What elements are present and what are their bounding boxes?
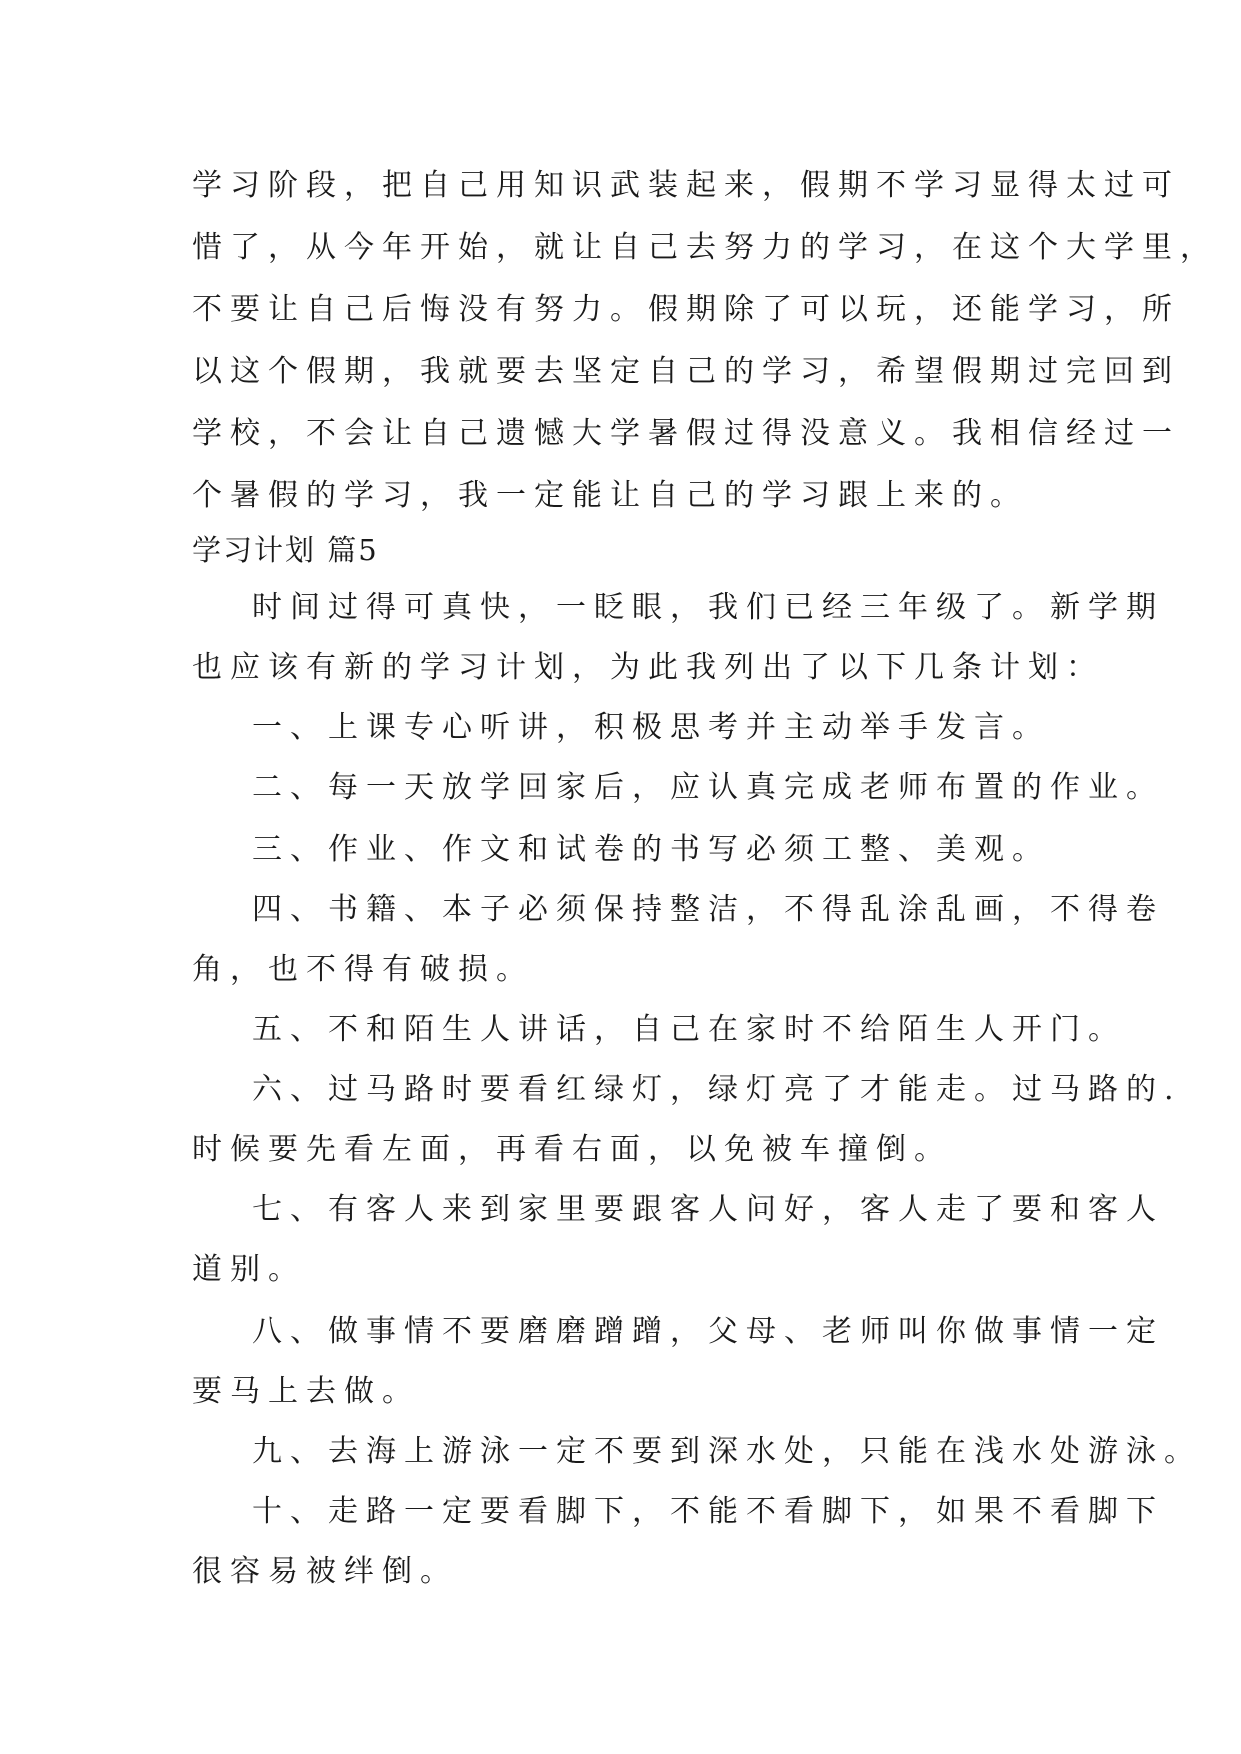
plan-item-7: 七、有客人来到家里要跟客人问好，客人走了要和客人	[252, 1192, 1164, 1227]
plan-item-6: 六、过马路时要看红绿灯，绿灯亮了才能走。过马路的.	[252, 1072, 1182, 1107]
intro-line-4: 以这个假期，我就要去坚定自己的学习，希望假期过完回到	[192, 354, 1180, 389]
intro-line-6: 个暑假的学习，我一定能让自己的学习跟上来的。	[192, 478, 1028, 513]
intro-line-2: 惜了，从今年开始，就让自己去努力的学习，在这个大学里，	[192, 230, 1218, 265]
plan-item-10: 十、走路一定要看脚下，不能不看脚下，如果不看脚下	[252, 1494, 1164, 1529]
plan-item-4-cont: 角，也不得有破损。	[192, 952, 534, 987]
plan-item-9: 九、去海上游泳一定不要到深水处，只能在浅水处游泳。	[252, 1434, 1202, 1469]
body-line-1: 时间过得可真快，一眨眼，我们已经三年级了。新学期	[252, 590, 1164, 625]
plan-item-1: 一、上课专心听讲，积极思考并主动举手发言。	[252, 710, 1050, 745]
intro-line-3: 不要让自己后悔没有努力。假期除了可以玩，还能学习，所	[192, 292, 1180, 327]
plan-item-5: 五、不和陌生人讲话，自己在家时不给陌生人开门。	[252, 1012, 1126, 1047]
section-title: 学习计划 篇5	[192, 533, 379, 567]
intro-line-1: 学习阶段，把自己用知识武装起来，假期不学习显得太过可	[192, 168, 1180, 203]
plan-item-6-cont: 时候要先看左面，再看右面，以免被车撞倒。	[192, 1132, 952, 1167]
plan-item-8: 八、做事情不要磨磨蹭蹭，父母、老师叫你做事情一定	[252, 1314, 1164, 1349]
plan-item-4: 四、书籍、本子必须保持整洁，不得乱涂乱画，不得卷	[252, 892, 1164, 927]
body-line-2: 也应该有新的学习计划，为此我列出了以下几条计划：	[192, 650, 1104, 685]
plan-item-10-cont: 很容易被绊倒。	[192, 1554, 458, 1589]
plan-item-7-cont: 道别。	[192, 1252, 306, 1287]
plan-item-2: 二、每一天放学回家后，应认真完成老师布置的作业。	[252, 770, 1164, 805]
intro-line-5: 学校，不会让自己遗憾大学暑假过得没意义。我相信经过一	[192, 416, 1180, 451]
plan-item-8-cont: 要马上去做。	[192, 1374, 420, 1409]
plan-item-3: 三、作业、作文和试卷的书写必须工整、美观。	[252, 832, 1050, 867]
